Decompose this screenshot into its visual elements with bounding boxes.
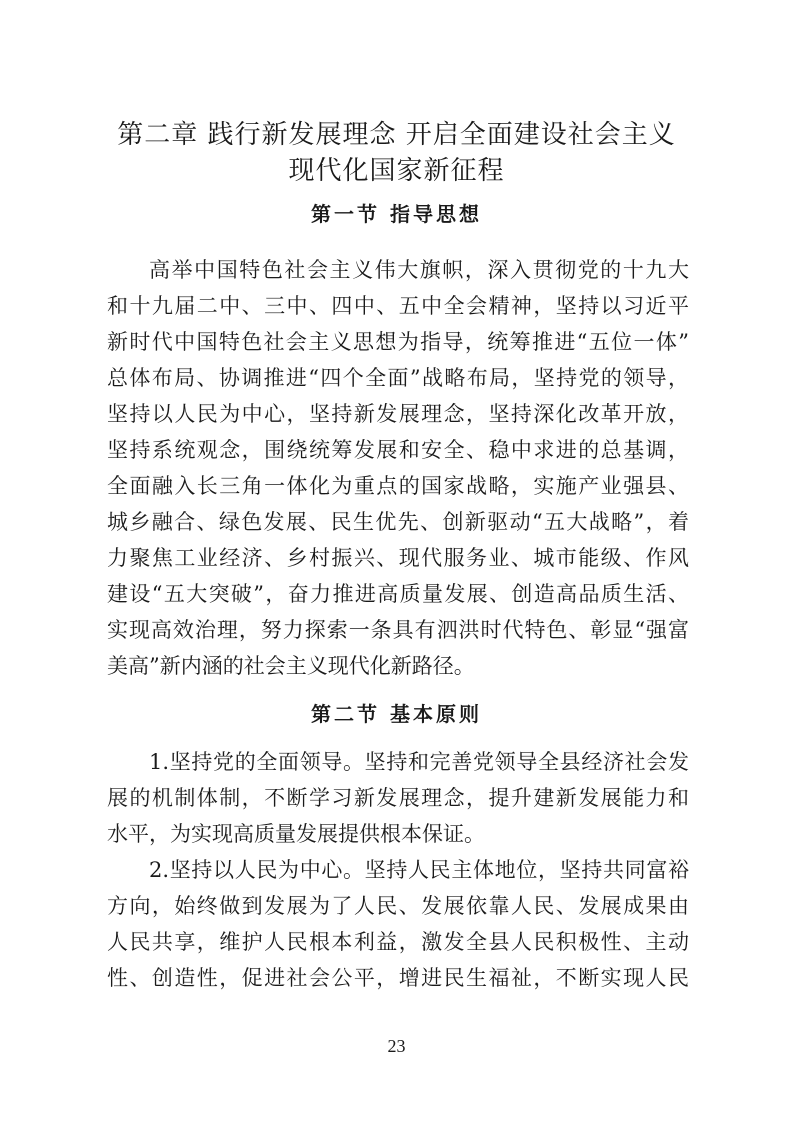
paragraph-line: 坚持以人民为中心，坚持新发展理念，坚持深化改革开放， [107,402,689,426]
paragraph-line: 2.坚持以人民为中心。坚持人民主体地位，坚持共同富裕 [149,858,689,882]
paragraph-line: 城乡融合、绿色发展、民生优先、创新驱动“五大战略”，着 [107,510,689,534]
paragraph-line: 力聚焦工业经济、乡村振兴、现代服务业、城市能级、作风 [107,546,689,570]
paragraph-line: 方向，始终做到发展为了人民、发展依靠人民、发展成果由 [107,894,689,918]
chapter-title-line-2: 现代化国家新征程 [288,156,505,186]
paragraph-line: 总体布局、协调推进“四个全面”战略布局，坚持党的领导， [107,366,689,390]
section-title-guiding-ideology: 第一节 指导思想 [311,202,482,226]
section-title-basic-principles: 第二节 基本原则 [311,702,482,726]
paragraph-line: 建设“五大突破”，奋力推进高质量发展、创造高品质生活、 [107,582,689,606]
chapter-title-line-1: 第二章 践行新发展理念 开启全面建设社会主义 [117,120,676,150]
paragraph-line: 人民共享，维护人民根本利益，激发全县人民积极性、主动 [107,930,689,954]
paragraph-line: 1.坚持党的全面领导。坚持和完善党领导全县经济社会发 [149,750,689,774]
paragraph-line: 实现高效治理，努力探索一条具有泗洪时代特色、彰显“强富 [107,618,689,642]
paragraph-line: 性、创造性，促进社会公平，增进民生福祉，不断实现人民 [107,966,689,990]
paragraph-line: 高举中国特色社会主义伟大旗帜，深入贯彻党的十九大 [149,258,689,282]
paragraph-line: 和十九届二中、三中、四中、五中全会精神，坚持以习近平 [107,294,689,318]
paragraph-line: 水平，为实现高质量发展提供根本保证。 [107,822,485,846]
page-number: 23 [387,1036,406,1056]
paragraph-line: 坚持系统观念，围绕统筹发展和安全、稳中求进的总基调， [107,438,689,462]
paragraph-line: 全面融入长三角一体化为重点的国家战略，实施产业强县、 [107,474,689,498]
paragraph-line: 展的机制体制，不断学习新发展理念，提升建新发展能力和 [107,786,689,810]
paragraph-line: 美高”新内涵的社会主义现代化新路径。 [107,654,475,678]
paragraph-line: 新时代中国特色社会主义思想为指导，统筹推进“五位一体” [107,330,689,354]
